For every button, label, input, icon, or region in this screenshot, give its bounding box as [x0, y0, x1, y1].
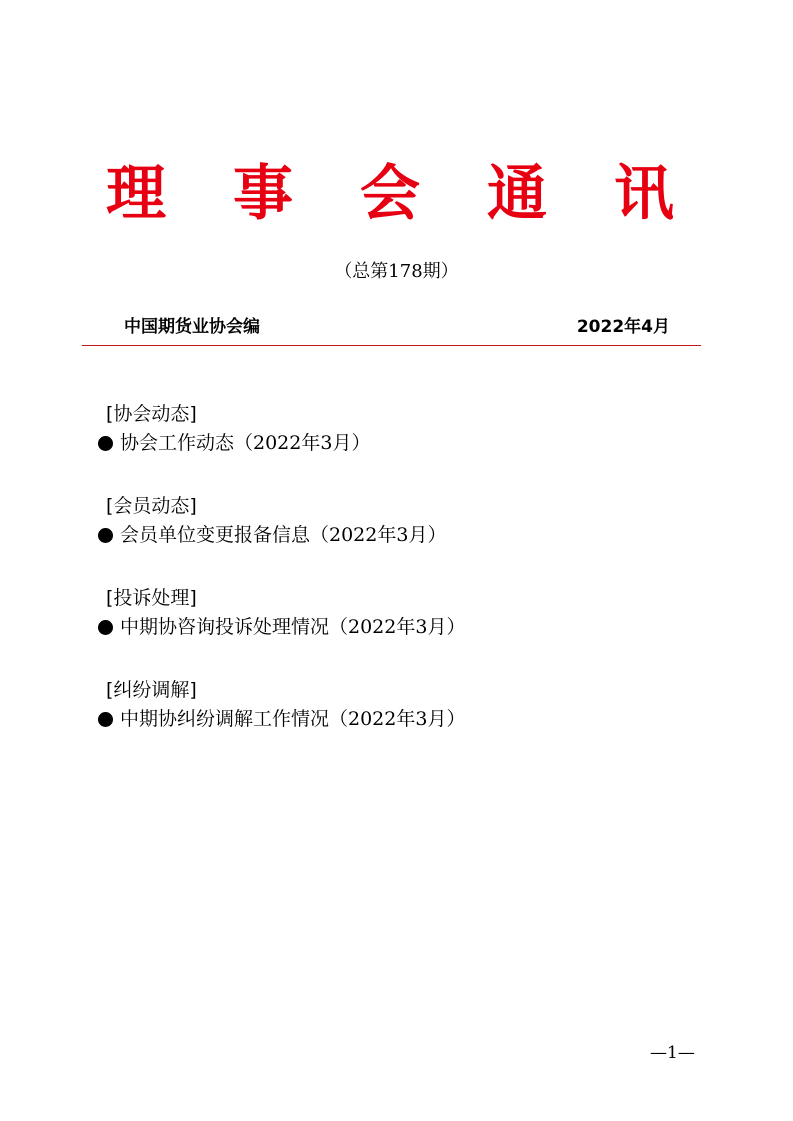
contents-list: [98, 400, 698, 768]
publication-date: 2022年4月: [576, 317, 670, 337]
list-item[interactable]: [98, 428, 698, 458]
section-heading: [纠纷调解]: [106, 679, 197, 701]
issue-number: （总第178期）: [334, 261, 459, 282]
section-heading: [会员动态]: [106, 495, 197, 517]
list-item[interactable]: [98, 704, 698, 734]
masthead-title: [100, 158, 680, 230]
bullet-icon: [98, 528, 113, 543]
list-item-label: 中期协纠纷调解工作情况（2022年3月）: [120, 708, 466, 730]
masthead-char: 讯: [614, 159, 674, 229]
list-item-label: 协会工作动态（2022年3月）: [120, 432, 371, 454]
section-complaints: [98, 584, 698, 642]
section-heading: [协会动态]: [106, 403, 197, 425]
list-item[interactable]: [98, 520, 698, 550]
masthead-char: 理: [106, 159, 166, 229]
masthead-char: 会: [360, 159, 420, 229]
section-association-news: [98, 400, 698, 458]
list-item-label: 中期协咨询投诉处理情况（2022年3月）: [120, 616, 466, 638]
header-divider: [82, 345, 701, 346]
publication-meta: [124, 316, 670, 338]
section-dispute-mediation: [98, 676, 698, 734]
publisher: 中国期货业协会编: [124, 317, 260, 337]
list-item-label: 会员单位变更报备信息（2022年3月）: [120, 524, 447, 546]
masthead-char: 事: [233, 159, 293, 229]
masthead-char: 通: [487, 159, 547, 229]
bullet-icon: [98, 436, 113, 451]
list-item[interactable]: [98, 612, 698, 642]
bullet-icon: [98, 712, 113, 727]
section-member-news: [98, 492, 698, 550]
section-heading: [投诉处理]: [106, 587, 197, 609]
page-number: —1—: [650, 1043, 695, 1063]
bullet-icon: [98, 620, 113, 635]
